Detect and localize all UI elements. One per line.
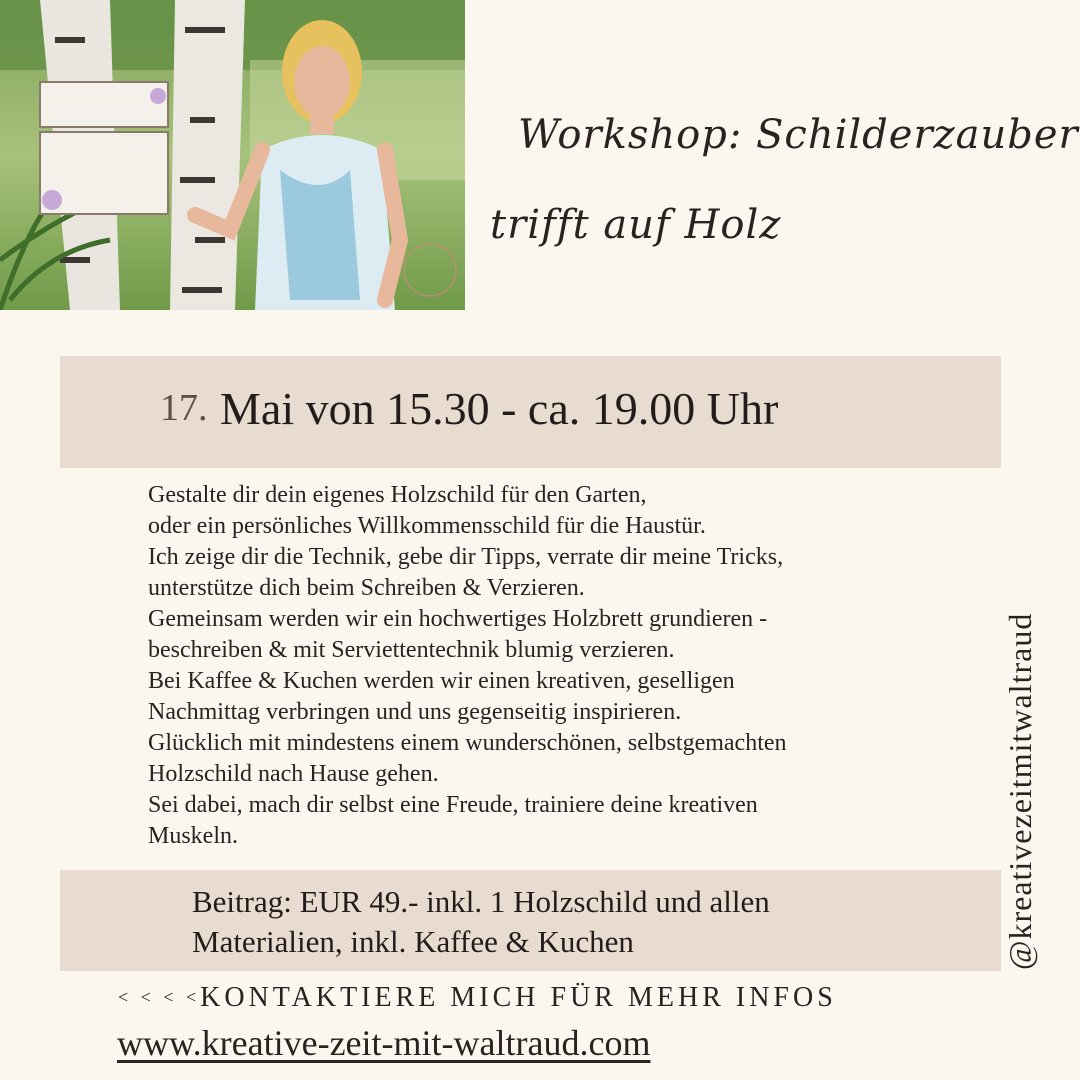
price-banner (60, 870, 1001, 971)
workshop-description (148, 480, 948, 852)
title-line-1: Workshop: Schilderzauber (518, 112, 1079, 158)
date-day: 17. (160, 387, 208, 429)
description-line: Gemeinsam werden wir ein hochwertiges Holzbrett grundieren - (148, 606, 768, 632)
instagram-handle: @kreativezeitmitwaltraud (1002, 612, 1038, 970)
workshop-photo (0, 0, 465, 310)
description-line: Nachmittag verbringen und uns gegenseitig inspirieren. (148, 699, 682, 725)
description-line: Holzschild nach Hause gehen. (148, 761, 439, 787)
description-line: Bei Kaffee & Kuchen werden wir einen kreativen, geselligen (148, 668, 735, 694)
contact-label: KONTAKTIERE MICH FÜR MEHR INFOS (200, 982, 837, 1013)
contact-cta (118, 982, 837, 1014)
description-line: unterstütze dich beim Schreiben & Verzieren. (148, 575, 585, 601)
price-line-2: Materialien, inkl. Kaffee & Kuchen (192, 924, 634, 959)
description-line: Muskeln. (148, 823, 238, 849)
arrows-icon: < < < < (118, 987, 201, 1007)
price-line-1: Beitrag: EUR 49.- inkl. 1 Holzschild und allen (192, 884, 770, 919)
description-line: beschreiben & mit Serviettentechnik blumig verzieren. (148, 637, 675, 663)
description-line: Gestalte dir dein eigenes Holzschild für den Garten, (148, 482, 647, 508)
website-link[interactable]: www.kreative-zeit-mit-waltraud.com (117, 1023, 651, 1063)
description-line: oder ein persönliches Willkommensschild für die Haustür. (148, 513, 706, 539)
price-text (192, 882, 770, 962)
date-banner (60, 356, 1001, 468)
description-line: Glücklich mit mindestens einem wunderschönen, selbstgemachten (148, 730, 787, 756)
date-time: Mai von 15.30 - ca. 19.00 Uhr (220, 383, 779, 434)
description-line: Ich zeige dir die Technik, gebe dir Tipps, verrate dir meine Tricks, (148, 544, 784, 570)
description-line: Sei dabei, mach dir selbst eine Freude, trainiere deine kreativen (148, 792, 758, 818)
title-line-2: trifft auf Holz (490, 202, 782, 248)
workshop-title (490, 90, 1079, 270)
